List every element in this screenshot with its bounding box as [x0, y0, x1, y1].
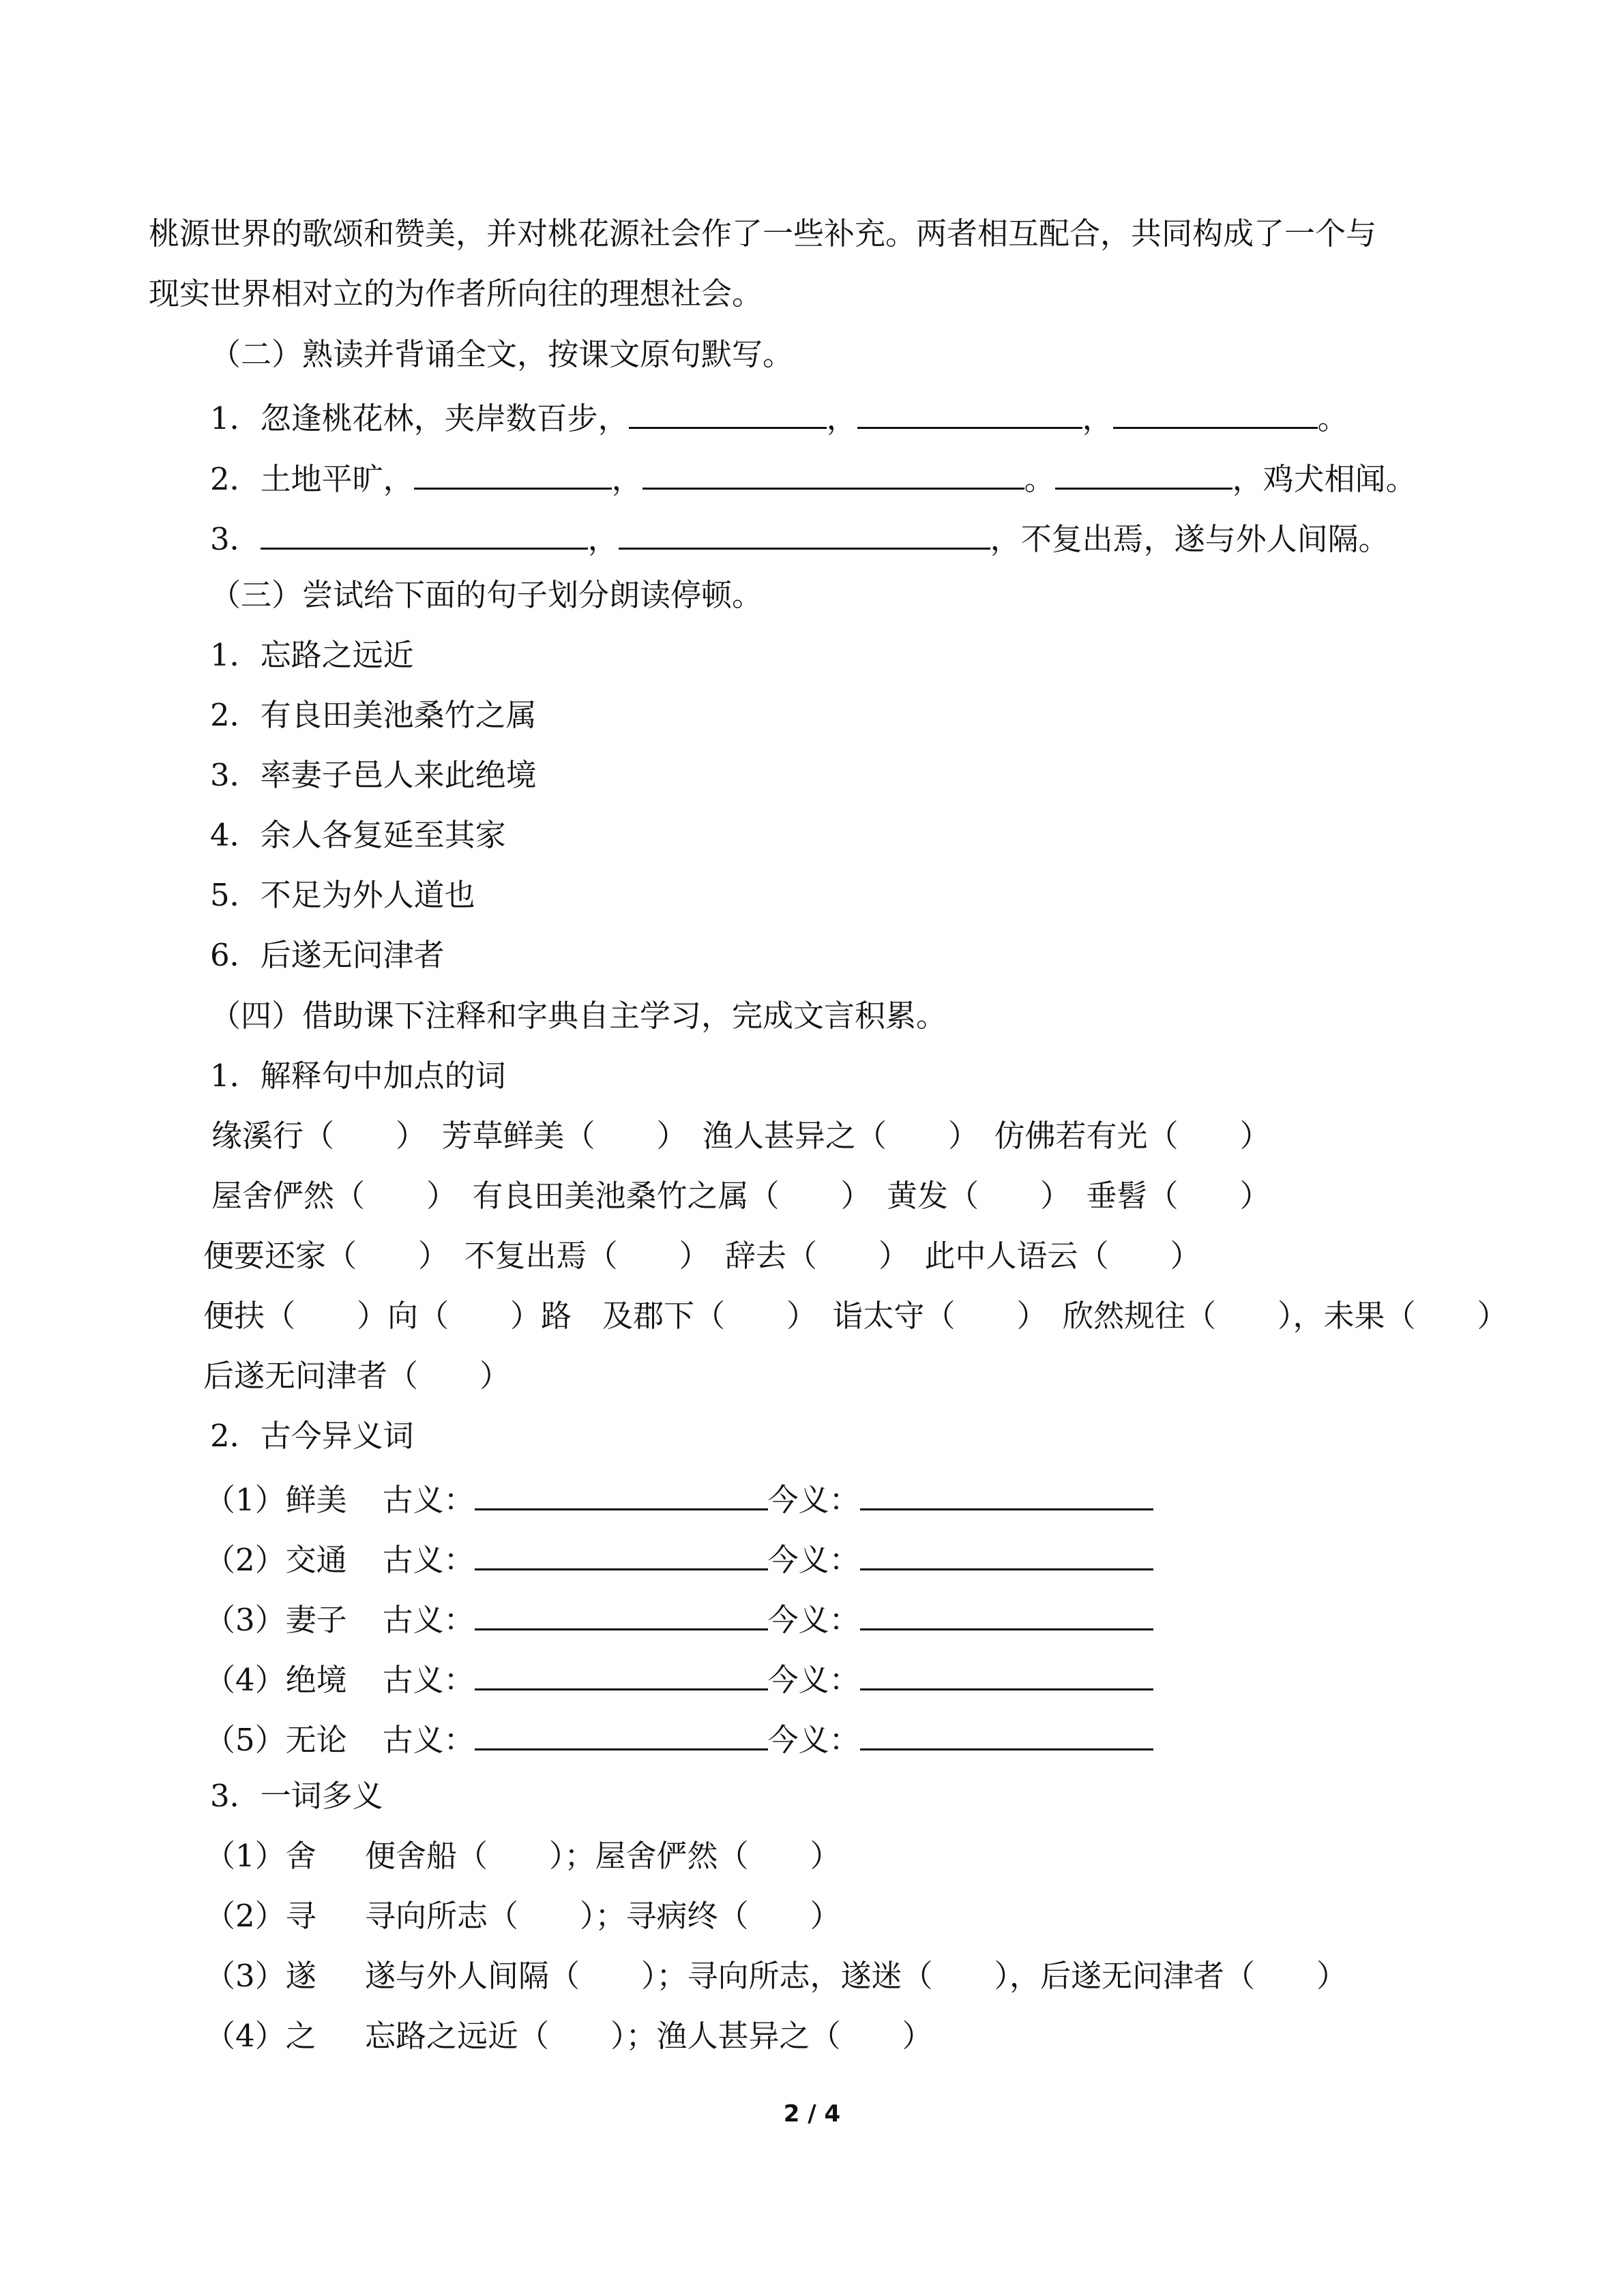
- ancient-meaning-blank[interactable]: [475, 1476, 768, 1510]
- ancient-meaning-blank[interactable]: [475, 1596, 768, 1630]
- modern-meaning-blank[interactable]: [860, 1716, 1153, 1750]
- polysemy-row: [205, 1956, 1347, 1997]
- ancient-modern-row: [205, 1476, 1153, 1521]
- subsection-heading-2: 2．古今异义词: [210, 1418, 414, 1454]
- term: （4）绝境: [205, 1662, 347, 1698]
- word-explain-row: 屋舍俨然（ ） 有良田美池桑竹之属（ ） 黄发（ ） 垂髫（ ）: [211, 1178, 1271, 1214]
- pause-item: 4．余人各复延至其家: [210, 817, 506, 853]
- answer-blank[interactable]: [1055, 455, 1232, 490]
- ancient-modern-row: [205, 1716, 1153, 1761]
- answer-blank[interactable]: [857, 394, 1082, 429]
- separator: ，: [1082, 400, 1113, 436]
- word-explain-row: 便要还家（ ） 不复出焉（ ） 辞去（ ） 此中人语云（ ）: [203, 1238, 1201, 1274]
- ancient-label: 古义：: [382, 1662, 475, 1698]
- intro-line-1: 桃源世界的歌颂和赞美，并对桃花源社会作了一些补充。两者相互配合，共同构成了一个与: [149, 215, 1377, 252]
- pause-item: 5．不足为外人道也: [210, 877, 475, 913]
- separator: ，: [611, 461, 643, 497]
- answer-blank[interactable]: [619, 515, 990, 550]
- ancient-meaning-blank[interactable]: [475, 1656, 768, 1690]
- polysemy-examples: 便舍船（ ）；屋舍俨然（ ）: [365, 1838, 841, 1874]
- section-4-heading: （四）借助课下注释和字典自主学习，完成文言积累。: [210, 998, 947, 1034]
- section-3-heading: （三）尝试给下面的句子划分朗读停顿。: [210, 577, 763, 613]
- term: （2）交通: [205, 1542, 347, 1578]
- ancient-label: 古义：: [382, 1722, 475, 1758]
- separator: 。: [1317, 400, 1348, 436]
- modern-label: 今义：: [767, 1722, 860, 1758]
- pause-item: 1．忘路之远近: [210, 637, 414, 673]
- recite-question-2: [210, 455, 1417, 500]
- question-prefix: 2．土地平旷，: [210, 461, 414, 497]
- modern-meaning-blank[interactable]: [860, 1596, 1153, 1630]
- modern-meaning-blank[interactable]: [860, 1476, 1153, 1510]
- modern-label: 今义：: [767, 1662, 860, 1698]
- section-2-heading: （二）熟读并背诵全文，按课文原句默写。: [210, 336, 794, 372]
- question-prefix: 1．忽逢桃花林，夹岸数百步，: [210, 400, 629, 436]
- ancient-meaning-blank[interactable]: [475, 1716, 768, 1750]
- polysemy-word: （1）舍: [205, 1838, 316, 1874]
- polysemy-examples: 寻向所志（ ）；寻病终（ ）: [365, 1898, 841, 1934]
- term: （3）妻子: [205, 1602, 347, 1638]
- separator: ，: [826, 400, 857, 436]
- answer-blank[interactable]: [643, 455, 1024, 490]
- pause-item: 6．后遂无问津者: [210, 937, 445, 973]
- term: （5）无论: [205, 1722, 347, 1758]
- ancient-modern-row: [205, 1596, 1153, 1641]
- modern-meaning-blank[interactable]: [860, 1656, 1153, 1690]
- polysemy-word: （4）之: [205, 2018, 316, 2054]
- page-number: 2 / 4: [783, 2100, 841, 2128]
- separator: 。: [1024, 461, 1055, 497]
- recite-question-1: [210, 394, 1348, 439]
- answer-blank[interactable]: [414, 455, 612, 490]
- subsection-heading-1: 1．解释句中加点的词: [210, 1058, 506, 1094]
- polysemy-row: [205, 1836, 841, 1877]
- polysemy-examples: 遂与外人间隔（ ）；寻向所志，遂迷（ ），后遂无问津者（ ）: [365, 1958, 1348, 1994]
- polysemy-row: [205, 1896, 841, 1937]
- answer-blank[interactable]: [629, 394, 827, 429]
- polysemy-word: （2）寻: [205, 1898, 316, 1934]
- question-suffix: ，鸡犬相闻。: [1232, 461, 1417, 497]
- word-explain-row: 后遂无问津者（ ）: [203, 1358, 511, 1394]
- modern-label: 今义：: [767, 1602, 860, 1638]
- intro-line-2: 现实世界相对立的为作者所向往的理想社会。: [149, 275, 763, 312]
- ancient-label: 古义：: [382, 1602, 475, 1638]
- question-suffix: ，不复出焉，遂与外人间隔。: [990, 521, 1389, 557]
- word-explain-row: 便扶（ ）向（ ）路 及郡下（ ） 诣太守（ ） 欣然规往（ ），未果（ ）: [203, 1298, 1508, 1334]
- question-prefix: 3．: [210, 521, 261, 557]
- pause-item: 3．率妻子邑人来此绝境: [210, 757, 537, 793]
- modern-label: 今义：: [767, 1542, 860, 1578]
- term: （1）鲜美: [205, 1482, 347, 1518]
- answer-blank[interactable]: [1113, 394, 1318, 429]
- subsection-heading-3: 3．一词多义: [210, 1778, 383, 1814]
- ancient-meaning-blank[interactable]: [475, 1536, 768, 1570]
- ancient-modern-row: [205, 1656, 1153, 1701]
- ancient-label: 古义：: [382, 1482, 475, 1518]
- polysemy-word: （3）遂: [205, 1958, 316, 1994]
- pause-item: 2．有良田美池桑竹之属: [210, 697, 537, 733]
- modern-meaning-blank[interactable]: [860, 1536, 1153, 1570]
- recite-question-3: [210, 515, 1389, 560]
- answer-blank[interactable]: [261, 515, 588, 550]
- ancient-label: 古义：: [382, 1542, 475, 1578]
- word-explain-row: 缘溪行（ ） 芳草鲜美（ ） 渔人甚异之（ ） 仿佛若有光（ ）: [211, 1118, 1271, 1154]
- ancient-modern-row: [205, 1536, 1153, 1581]
- modern-label: 今义：: [767, 1482, 860, 1518]
- separator: ，: [587, 521, 619, 557]
- polysemy-row: [205, 2016, 933, 2057]
- polysemy-examples: 忘路之远近（ ）；渔人甚异之（ ）: [365, 2018, 933, 2054]
